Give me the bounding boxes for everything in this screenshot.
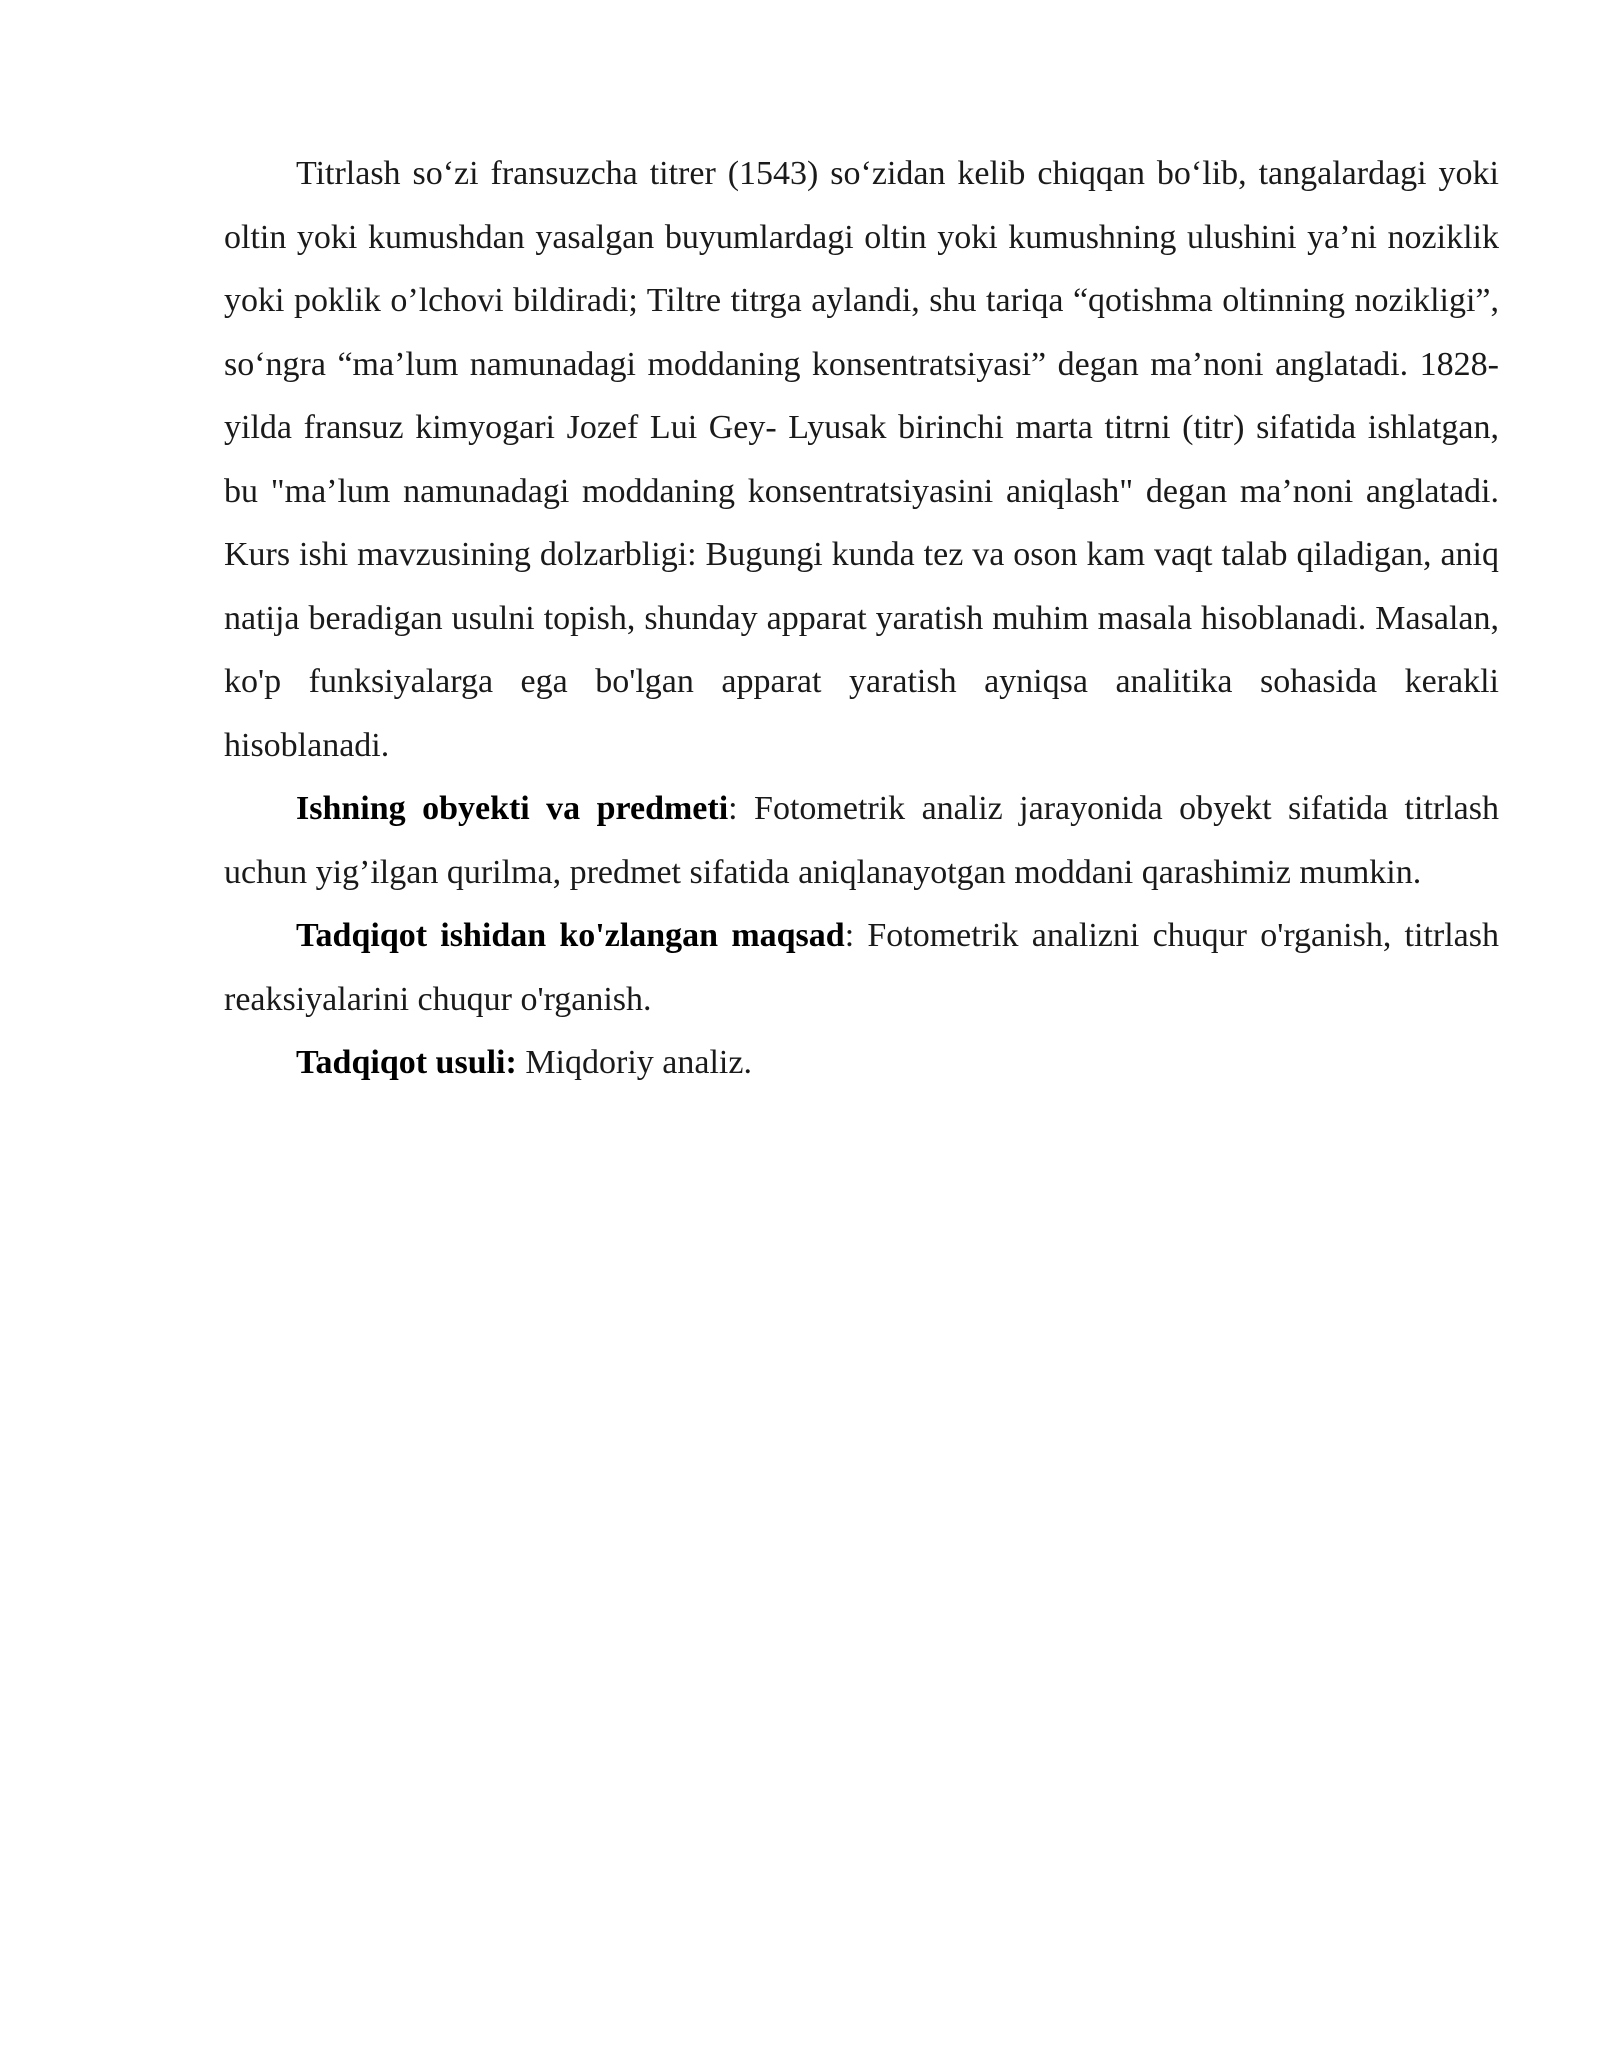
paragraph-text: Titrlash so‘zi fransuzcha titrer (1543) so‘zidan kelib chiqqan bo‘lib, tangalardagi yoki oltin yoki kumushdan yasalgan buyumlardagi oltin yoki kumushning ulushini ya’ni noziklik yoki poklik o’lchovi bildiradi; Tiltre titrga aylandi, shu tariqa “qotishma oltinning nozikligi”, so‘ngra “ma’lum namunadagi moddaning konsentratsiyasi” degan ma’noni anglatadi. 1828-yilda fransuz kimyogari Jozef Lui Gey- Lyusak birinchi marta titrni (titr) sifatida ishlatgan, bu "ma’lum namunadagi moddaning konsentratsiyasini aniqlash" degan ma’noni anglatadi. Kurs ishi mavzusining dolzarbligi: Bugungi kunda tez va oson kam vaqt talab qiladigan, aniq natija beradigan usulni topish, shunday apparat yaratish muhim masala hisoblanadi. Masalan, ko'p funksiyalarga ega bo'lgan apparat yaratish ayniqsa analitika sohasida kerakli hisoblanadi. — [224, 155, 1499, 764]
paragraph-research-method — [224, 1031, 1499, 1095]
paragraph-lead: Tadqiqot usuli: — [296, 1044, 517, 1081]
paragraph-object-subject — [224, 777, 1499, 904]
paragraph-text: : Fotometrik analiz jarayonida obyekt sifatida titrlash uchun yig’ilgan qurilma, predmet sifatida aniqlanayotgan moddani qarashimiz mumkin. — [224, 790, 1499, 891]
document-body — [224, 142, 1499, 1095]
paragraph-research-goal — [224, 904, 1499, 1031]
paragraph-text: : Fotometrik analizni chuqur o'rganish, titrlash reaksiyalarini chuqur o'rganish. — [224, 917, 1499, 1018]
paragraph-introduction — [224, 142, 1499, 777]
paragraph-lead: Tadqiqot ishidan ko'zlangan maqsad — [296, 917, 845, 954]
paragraph-text: Miqdoriy analiz. — [516, 1044, 752, 1081]
paragraph-lead: Ishning obyekti va predmeti — [296, 790, 729, 827]
